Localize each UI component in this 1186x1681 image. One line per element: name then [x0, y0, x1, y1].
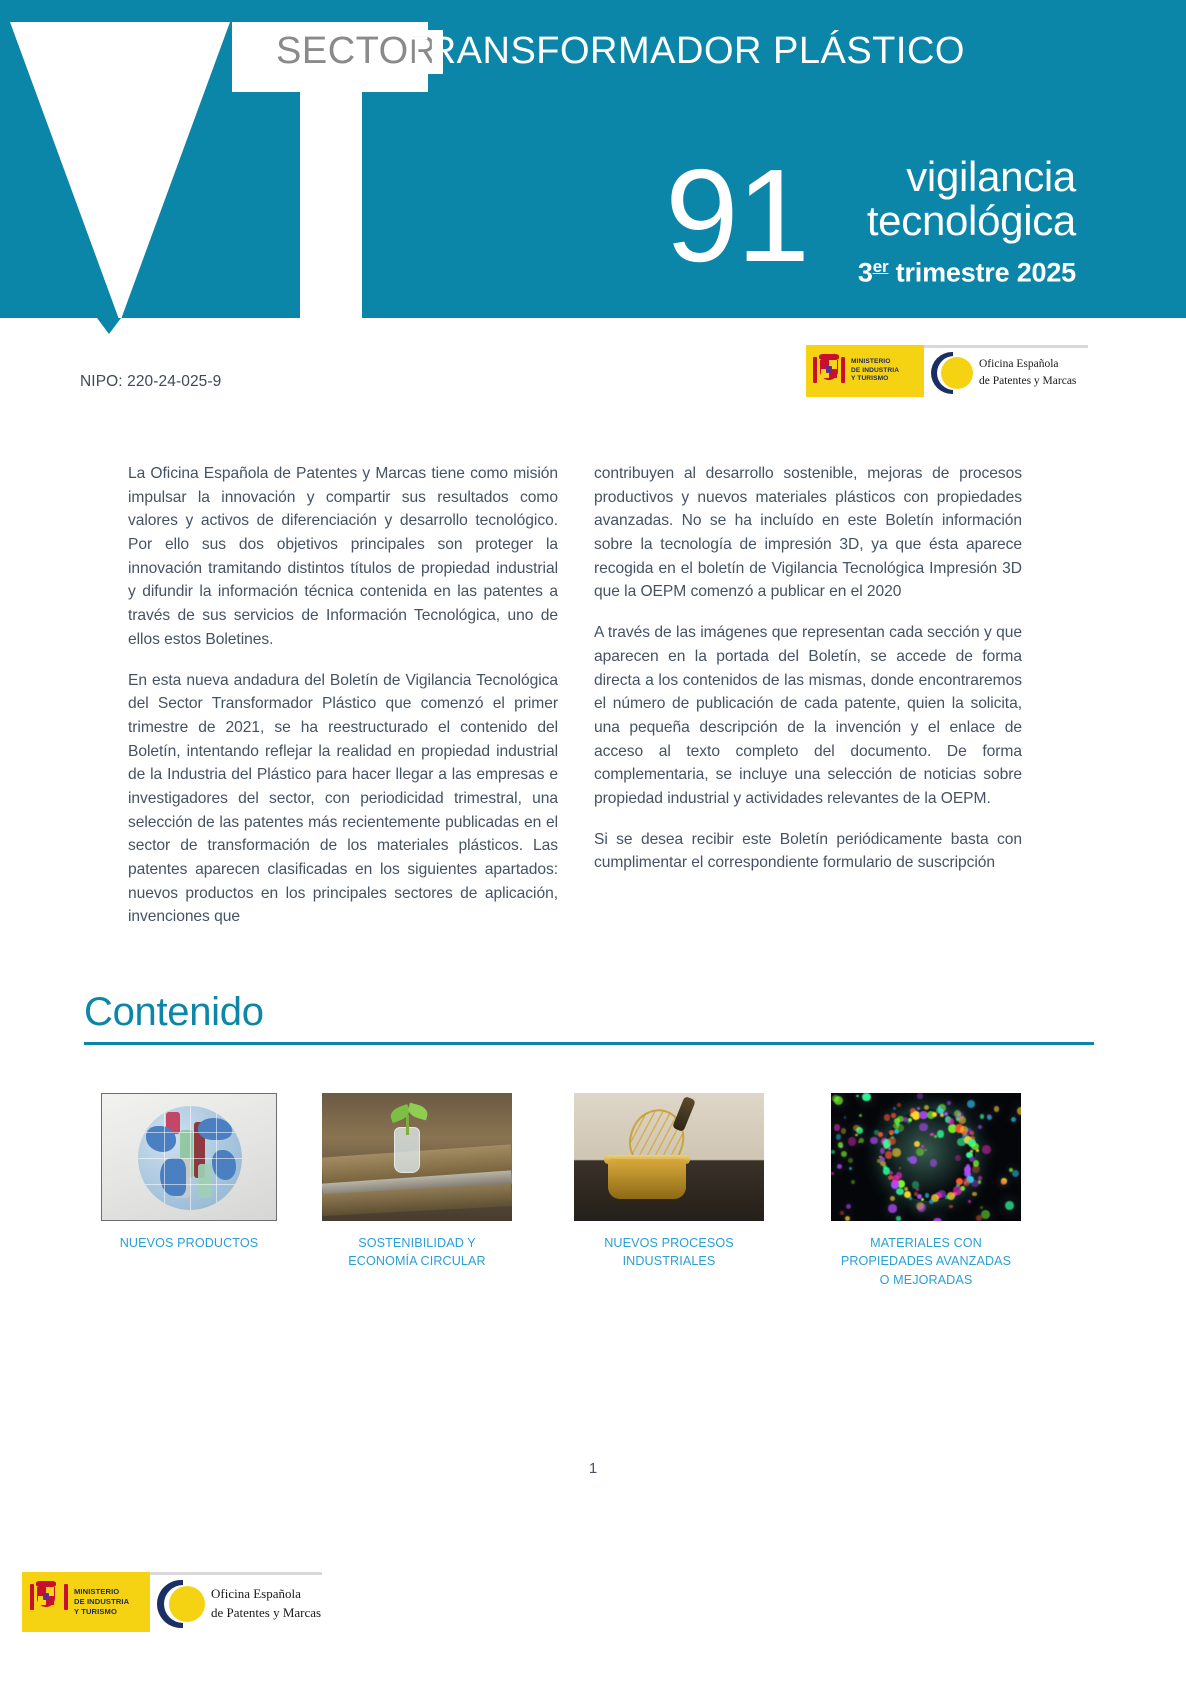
thumbnail-image-golden-whisk-industrial[interactable] [574, 1093, 764, 1221]
banner-notch [97, 318, 121, 334]
ministry-line-3: Y TURISMO [74, 1607, 117, 1617]
ministry-logo-text [74, 1587, 129, 1618]
vigilancia-line-2: tecnológica [866, 197, 1076, 245]
content-section-nuevos-procesos[interactable] [574, 1093, 764, 1271]
oepm-line-1: Oficina Española [979, 357, 1059, 370]
issue-descriptor [814, 155, 1076, 289]
logo-letter-t-stem [300, 82, 362, 318]
oepm-logo-text [211, 1585, 321, 1623]
quarter-prefix: 3 [857, 257, 873, 288]
oepm-logo-text [979, 356, 1076, 389]
intro-paragraph: contribuyen al desarrollo sostenible, mejoras de procesos productivos y nuevos materiales plásticos con propiedades avanzadas. No se ha incluído en este Boletín información sobre la tecnología de impresión 3D, ya que ésta aparece recogida en el boletín de Vigilancia Tecnológica Impresión 3D que la OEPM comenzó a publicar en el 2020 [594, 465, 1022, 601]
nipo-code: NIPO: 220-24-025-9 [80, 373, 222, 390]
intro-column-right [594, 462, 1022, 875]
page-number: 1 [588, 1460, 598, 1477]
sector-word: SECTOR [276, 30, 437, 72]
logo-letter-v [10, 22, 230, 318]
oepm-line-2: de Patentes y Marcas [979, 374, 1077, 387]
oepm-logo [924, 345, 1088, 397]
intro-paragraph: En esta nueva andadura del Boletín de Vigilancia Tecnológica del Sector Transformador Plástico que comenzó el primer trimestre de 2021, se ha reestructurado el contenido del Boletín, intentando reflejar la realidad en propiedad industrial de la Industria del Plástico para hacer llegar a las empresas e investigadores del sector, con periodicidad trimestral, una selección de las patentes más recientemente publicadas en el sector de transformación de los materiales plásticos. Las patentes aparecen clasificadas en los siguientes apartados: nuevos productos en los principales sectores de aplicación, invenciones que [128, 671, 558, 926]
vigilancia-line-1: vigilancia [906, 153, 1076, 200]
oepm-mark-icon [157, 1580, 203, 1628]
content-section-nuevos-productos[interactable] [94, 1093, 284, 1252]
content-section-sostenibilidad[interactable] [322, 1093, 512, 1271]
thumbnail-image-sprout-from-plastic-bottle[interactable] [322, 1093, 512, 1221]
ministry-logo-text [851, 358, 899, 385]
content-section-materiales-avanzados[interactable] [806, 1093, 1046, 1289]
contenido-heading: Contenido [84, 990, 264, 1034]
spanish-coat-of-arms-icon [812, 351, 846, 391]
ministry-line-1: MINISTERIO [851, 357, 891, 365]
thumbnail-caption[interactable]: NUEVOS PROCESOS INDUSTRIALES [604, 1236, 734, 1269]
thumbnail-caption[interactable]: NUEVOS PRODUCTOS [119, 1236, 259, 1250]
ministry-line-3: Y TURISMO [851, 375, 889, 383]
ministry-logo [22, 1572, 150, 1632]
intro-paragraph: Si se desea recibir este Boletín periódicamente basta con cumplimentar el correspondiente formulario de suscripción [594, 830, 1022, 872]
contenido-thumbnail-grid [84, 1093, 1096, 1343]
ministry-line-2: DE INDUSTRIA [74, 1596, 130, 1606]
contenido-divider [84, 1042, 1094, 1045]
spanish-coat-of-arms-icon [29, 1578, 69, 1626]
ministry-line-1: MINISTERIO [74, 1586, 120, 1596]
oepm-mark-icon [931, 352, 971, 394]
oepm-logo [150, 1572, 322, 1632]
ministry-line-2: DE INDUSTRIA [851, 366, 900, 374]
intro-paragraph: A través de las imágenes que representan cada sección y que aparecen en la portada del Boletín, se accede de forma directa a los contenidos de las mismas, donde encontraremos el número de publicación de cada patente, quien la solicita, una pequeña descripción de la invención y el enlace de acceso al texto completo del documento. De forma complementaria, se incluye una selección de noticias sobre propiedad industrial y actividades relevantes de la OEPM. [594, 624, 1022, 807]
thumbnail-image-glowing-bokeh-sphere[interactable] [831, 1093, 1021, 1221]
ministry-logo [806, 345, 924, 397]
thumbnail-image-recycled-plastic-globe[interactable] [101, 1093, 277, 1221]
quarter-rest: trimestre 2025 [888, 257, 1076, 288]
banner-title: TRANSFORMADOR PLÁSTICO [405, 30, 965, 72]
footer-logo-row [22, 1572, 322, 1632]
quarter-ordinal-suffix: er [872, 257, 889, 277]
header-logo-row [806, 345, 1088, 397]
oepm-line-2: de Patentes y Marcas [211, 1604, 322, 1620]
thumbnail-caption[interactable]: SOSTENIBILIDAD Y ECONOMÍA CIRCULAR [348, 1236, 486, 1269]
thumbnail-caption[interactable]: MATERIALES CON PROPIEDADES AVANZADAS O MEJORADAS [840, 1236, 1012, 1287]
intro-column-left [128, 462, 558, 929]
issue-number: 91 [665, 142, 808, 289]
oepm-line-1: Oficina Española [211, 1585, 301, 1601]
header-banner [0, 0, 1186, 318]
quarter-label [814, 257, 1076, 288]
intro-paragraph: La Oficina Española de Patentes y Marcas tiene como misión impulsar la innovación y compartir sus resultados como valores y activos de diferenciación y desarrollo tecnológico. Por ello sus dos objetivos principales son proteger la innovación tramitando distintos títulos de propiedad industrial y difundir la información técnica contenida en las patentes a través de sus servicios de Información Tecnológica, uno de ellos estos Boletines. [128, 465, 558, 648]
